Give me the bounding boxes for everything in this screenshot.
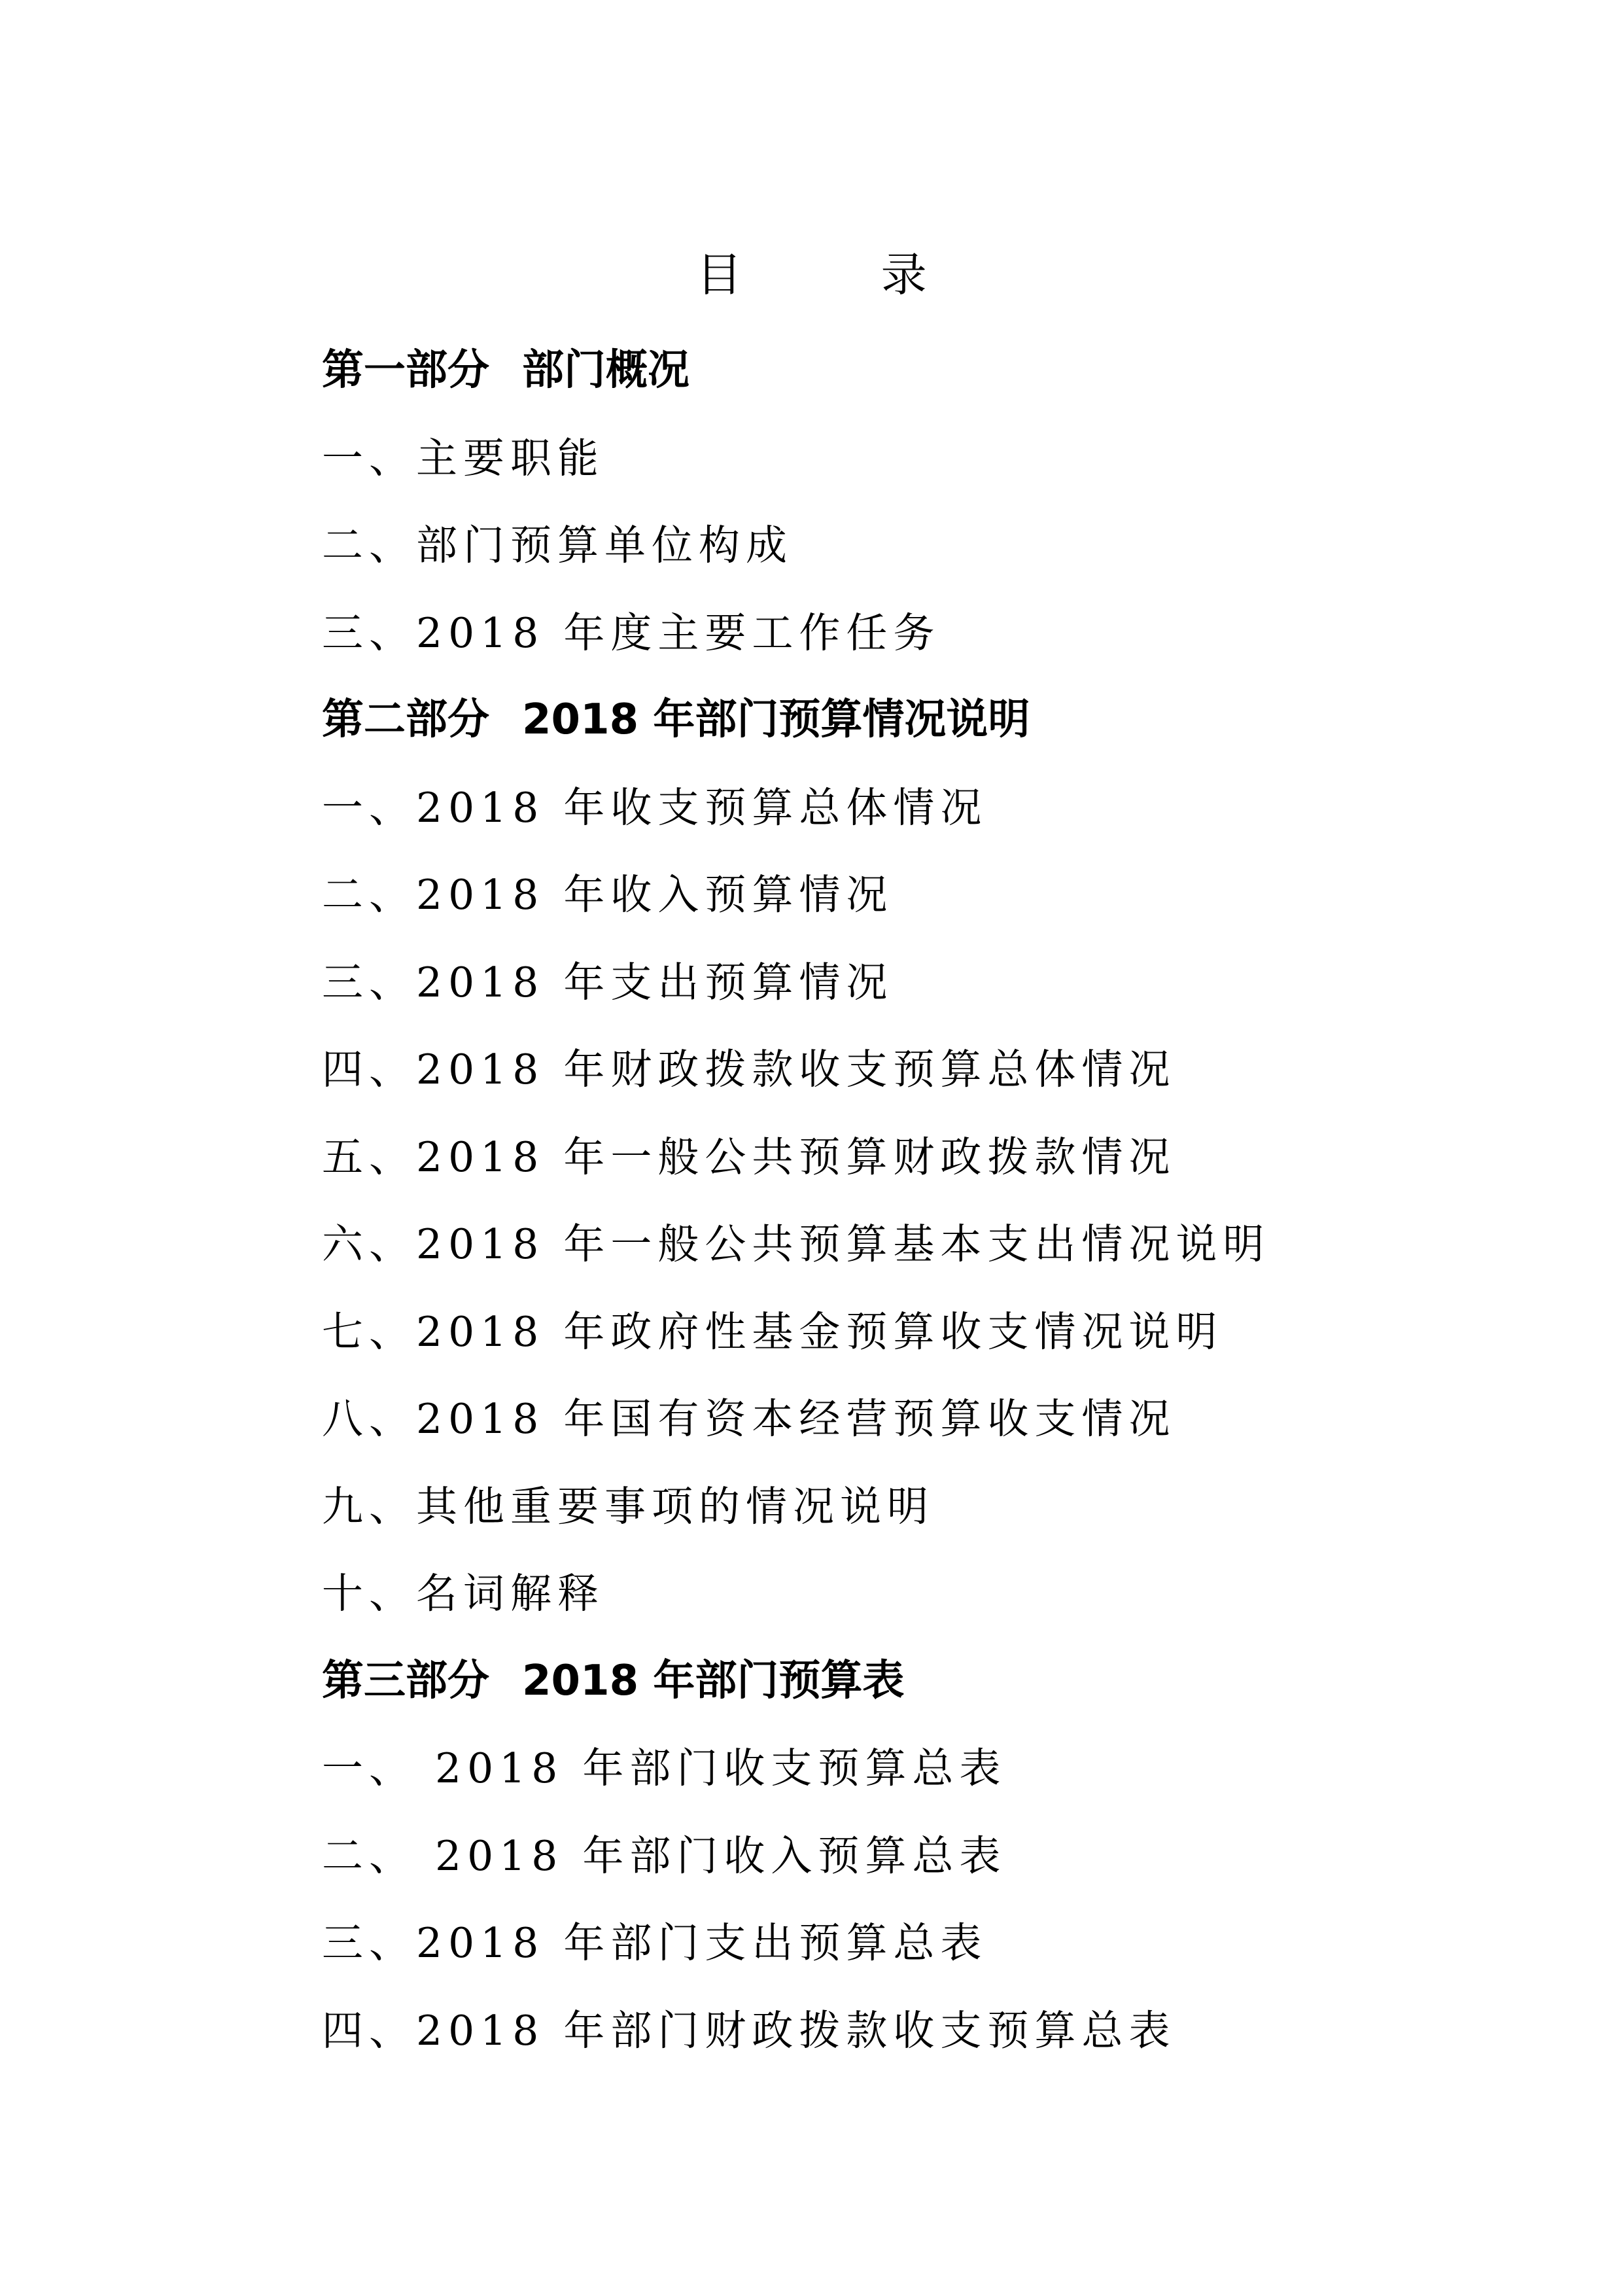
toc-item: 五、2018 年一般公共预算财政拨款情况 [322, 1133, 1176, 1181]
toc-item: 三、2018 年度主要工作任务 [322, 609, 941, 657]
toc-item: 二、部门预算单位构成 [322, 521, 793, 569]
toc-item: 六、2018 年一般公共预算基本支出情况说明 [322, 1220, 1270, 1268]
toc-part-heading [322, 327, 1499, 415]
toc-item: 一、主要职能 [322, 434, 604, 482]
toc-item: 二、2018 年收入预算情况 [322, 871, 894, 919]
toc-item: 十、名词解释 [322, 1570, 604, 1617]
toc-item: 七、2018 年政府性基金预算收支情况说明 [322, 1307, 1223, 1356]
part-title: 2018 年部门预算表 [522, 1656, 905, 1705]
part-label: 第一部分 [322, 346, 489, 395]
toc-item: 三、2018 年部门支出预算总表 [322, 1919, 988, 1967]
toc-title: 目 录 [696, 248, 989, 302]
toc-list [322, 327, 1499, 2074]
toc-item: 三、2018 年支出预算情况 [322, 958, 894, 1006]
part-title: 2018 年部门预算情况说明 [522, 696, 1030, 744]
toc-item: 一、 2018 年部门收支预算总表 [322, 1744, 1007, 1792]
toc-item: 一、2018 年收支预算总体情况 [322, 783, 988, 832]
part-label: 第三部分 [322, 1656, 489, 1705]
part-label: 第二部分 [322, 696, 489, 744]
toc-item: 二、 2018 年部门收入预算总表 [322, 1831, 1007, 1880]
toc-item: 四、2018 年财政拨款收支预算总体情况 [322, 1046, 1176, 1093]
toc-item: 四、2018 年部门财政拨款收支预算总表 [322, 2006, 1176, 2055]
toc-item: 九、其他重要事项的情况说明 [322, 1482, 934, 1530]
part-title: 部门概况 [522, 346, 689, 395]
toc-part-heading [322, 677, 1499, 764]
toc-part-heading [322, 1638, 1499, 1725]
toc-item: 八、2018 年国有资本经营预算收支情况 [322, 1395, 1176, 1443]
